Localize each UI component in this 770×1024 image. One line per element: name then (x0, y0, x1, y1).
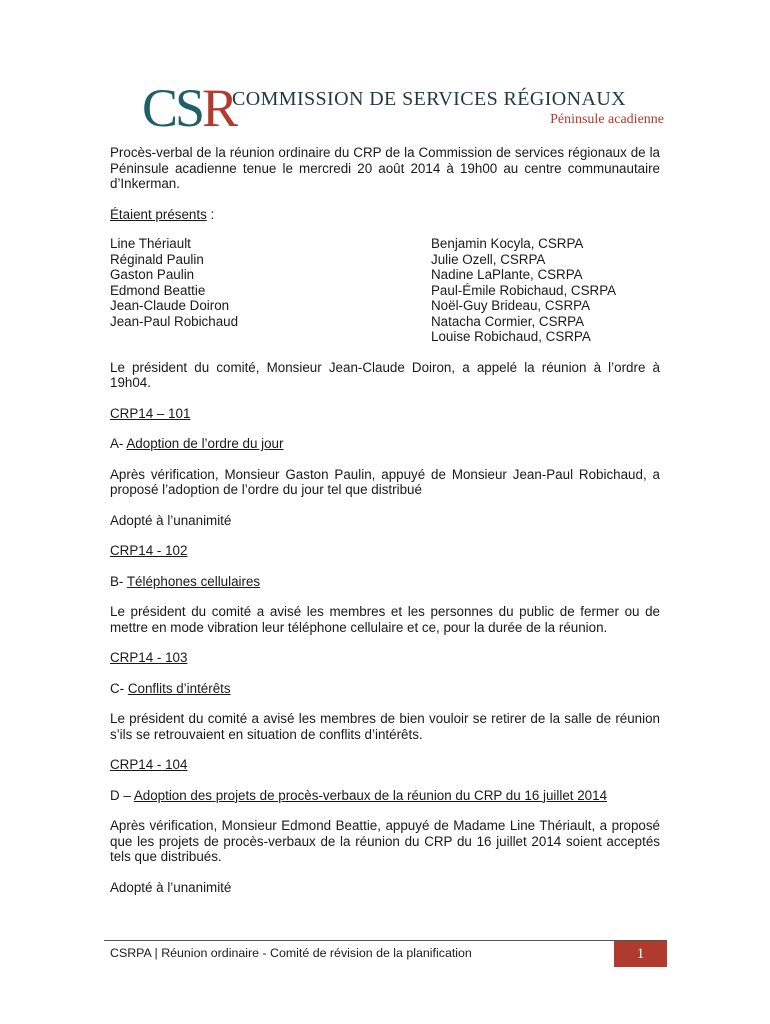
item-heading: A- Adoption de l’ordre du jour (110, 436, 284, 451)
attendee: Noël-Guy Brideau, CSRPA (431, 298, 591, 313)
item-body: Après vérification, Monsieur Edmond Beattie, appuyé de Madame Line Thériault, a proposé que les projets de procès-verbaux de la réunion du CRP du 16 juillet 2014 soient acceptés tels que distribués. (110, 818, 660, 864)
intro-paragraph: Procès-verbal de la réunion ordinaire du CRP de la Commission de services régionaux de la Péninsule acadienne tenue le mercredi 20 août 2014 à 19h00 au centre communautaire d’Inkerman. (110, 145, 660, 191)
item-heading: D – Adoption des projets de procès-verbaux de la réunion du CRP du 16 juillet 2014 (110, 787, 608, 803)
attendee: Line Thériault (110, 236, 191, 251)
attendee: Natacha Cormier, CSRPA (431, 313, 585, 329)
item-code: CRP14 - 103 (110, 650, 188, 665)
attendee: Réginald Paulin (110, 251, 204, 267)
item-code: CRP14 - 102 (110, 543, 188, 558)
attendees-list (110, 236, 660, 345)
item-body: Après vérification, Monsieur Gaston Paulin, appuyé de Monsieur Jean-Paul Robichaud, a proposé l’adoption de l’ordre du jour tel que distribué (110, 466, 660, 497)
item-heading: B- Téléphones cellulaires (110, 573, 261, 589)
item-body: Le président du comité a avisé les membres de bien vouloir se retirer de la salle de réunion s’ils se retrouvaient en situation de conflits d’intérêts. (110, 711, 660, 742)
present-heading: Étaient présents : (110, 206, 215, 222)
attendee: Louise Robichaud, CSRPA (431, 329, 591, 344)
item-code: CRP14 - 104 (110, 757, 188, 772)
attendee: Edmond Beattie (110, 282, 206, 298)
attendees-left-column (110, 236, 431, 345)
page-number: 1 (614, 941, 667, 967)
csr-logo-mark: CSR (142, 78, 236, 138)
attendee: Gaston Paulin (110, 267, 195, 282)
attendee: Nadine LaPlante, CSRPA (431, 267, 583, 282)
item-result: Adopté à l’unanimité (110, 512, 232, 528)
item-code: CRP14 – 101 (110, 405, 191, 421)
footer-text: CSRPA | Réunion ordinaire - Comité de révision de la planification (110, 946, 472, 960)
opening-paragraph: Le président du comité, Monsieur Jean-Claude Doiron, a appelé la réunion à l’ordre à 19h04. (110, 359, 660, 390)
attendee: Julie Ozell, CSRPA (431, 251, 546, 267)
item-result: Adopté à l’unanimité (110, 879, 232, 895)
attendee: Jean-Paul Robichaud (110, 313, 239, 329)
attendee: Benjamin Kocyla, CSRPA (431, 236, 584, 251)
logo-title: COMMISSION DE SERVICES RÉGIONAUX (232, 88, 627, 110)
item-body: Le président du comité a avisé les membres et les personnes du public de fermer ou de mettre en mode vibration leur téléphone cellulaire et ce, pour la durée de la réunion. (110, 604, 660, 635)
csr-logo (142, 78, 672, 138)
attendees-right-column (431, 236, 660, 345)
logo-subtitle: Péninsule acadienne (550, 112, 664, 127)
item-heading: C- Conflits d’intérêts (110, 680, 231, 696)
attendee: Paul-Émile Robichaud, CSRPA (431, 282, 617, 298)
document-body (110, 145, 660, 895)
page-footer (104, 940, 667, 967)
attendee: Jean-Claude Doiron (110, 298, 230, 313)
